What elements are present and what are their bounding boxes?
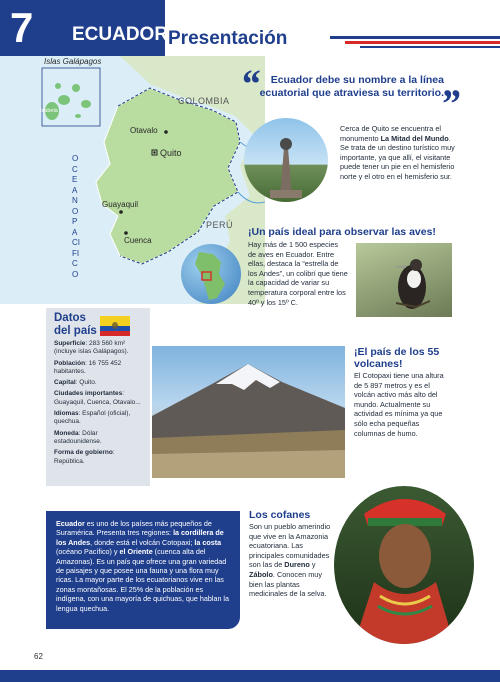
quito-label: Quito: [160, 148, 182, 158]
globe-locator: [181, 244, 241, 304]
colombia-label: COLOMBIA: [178, 96, 230, 106]
page-number: 62: [34, 652, 43, 661]
birds-heading: ¡Un país ideal para observar las aves!: [248, 226, 436, 238]
datos-row-ciudades: Ciudades importantes: Guayaquil, Cuenca, Otavalo...: [54, 390, 141, 406]
isabela-label: Isabela: [40, 108, 58, 114]
frigate-bird-photo: [356, 243, 452, 317]
quote-open-mark: “: [240, 61, 260, 106]
mitad-del-mundo-photo: [244, 118, 328, 202]
chapter-number: 7: [10, 4, 34, 51]
country-title: ECUADOR: [72, 24, 169, 45]
cofan-man-photo: [334, 486, 474, 644]
ocean-label: OCEANO PACIFICO: [72, 154, 80, 279]
datos-row-idiomas: Idiomas: Español (oficial), quechua.: [54, 410, 131, 426]
section-title: Presentación: [168, 28, 288, 49]
cuenca-label: Cuenca: [124, 236, 152, 245]
datos-title: Datos del país: [54, 312, 97, 337]
datos-list: [54, 340, 146, 469]
datos-row-superficie: Superficie: 283 560 km² (incluye islas Galápagos).: [54, 340, 129, 356]
ecuador-flag-icon: [100, 316, 130, 336]
volcanes-text: El Cotopaxi tiene una altura de 5 897 metros y es el volcán activo más alto del mundo. Actualmente su actividad es mínima ya que sólo echa pequeñas columnas de humo.: [354, 371, 444, 438]
volcanes-heading: ¡El país de los 55 volcanes!: [354, 346, 440, 370]
peru-label: PERÚ: [206, 220, 234, 230]
datos-row-capital: Capital: Quito.: [54, 379, 97, 387]
datos-row-gobierno: Forma de gobierno: República.: [54, 449, 115, 465]
galapagos-inset-title: Islas Galápagos: [44, 57, 102, 66]
cotopaxi-photo: [152, 346, 345, 478]
footer-bar: [0, 670, 500, 682]
header-stripe: [360, 46, 500, 48]
cofanes-heading: Los cofanes: [249, 509, 311, 521]
birds-text: Hay más de 1 500 especies de aves en Ecuador. Entre ellas, destaca la “estrella de los Andes”, un colibrí que tiene la capacidad de variar su temperatura corporal entre los 40º y los 15º C.: [248, 240, 348, 307]
datos-row-moneda: Moneda: Dólar estadounidense.: [54, 429, 102, 445]
summary-text: Ecuador es uno de los países más pequeños de Suramérica. Presenta tres regiones: la cordillera de los Andes, donde está el volcán Cotopaxi; la costa (océano Pacífico) y el Oriente (cuenca alta del Amazonas). Es un país que ofrece una gran variedad de paisajes y que posee una fauna y una flora muy ricas. La mayor parte de los ecuatorianos vive en las zonas montañosas. El 25% de la población es indígena, con una mayoría de quichuas, que hablan la lengua quechua.: [56, 519, 230, 613]
header-stripe: [330, 36, 500, 39]
mitad-del-mundo-text: Cerca de Quito se encuentra el monumento La Mitad del Mundo. Se trata de un destino turístico muy importante, ya que allí, el visitante puede tener un pie en el hemisferio norte y el otro en el hemisferio sur.: [340, 124, 455, 181]
header-stripe: [345, 41, 500, 44]
otavalo-label: Otavalo: [130, 126, 158, 135]
quote-close-mark: ”: [440, 81, 460, 126]
guayaquil-label: Guayaquil: [102, 200, 139, 209]
quote-text: Ecuador debe su nombre a la línea ecuatorial que atraviesa su territorio.: [259, 74, 444, 99]
datos-row-poblacion: Población: 16 755 452 habitantes.: [54, 359, 122, 375]
cofanes-text: Son un pueblo amerindio que vive en la Amazonia ecuatoriana. Las principales comunidades son las de Dureno y Zábolo. Conocen muy bien las plantas medicinales de la selva.: [249, 522, 331, 599]
